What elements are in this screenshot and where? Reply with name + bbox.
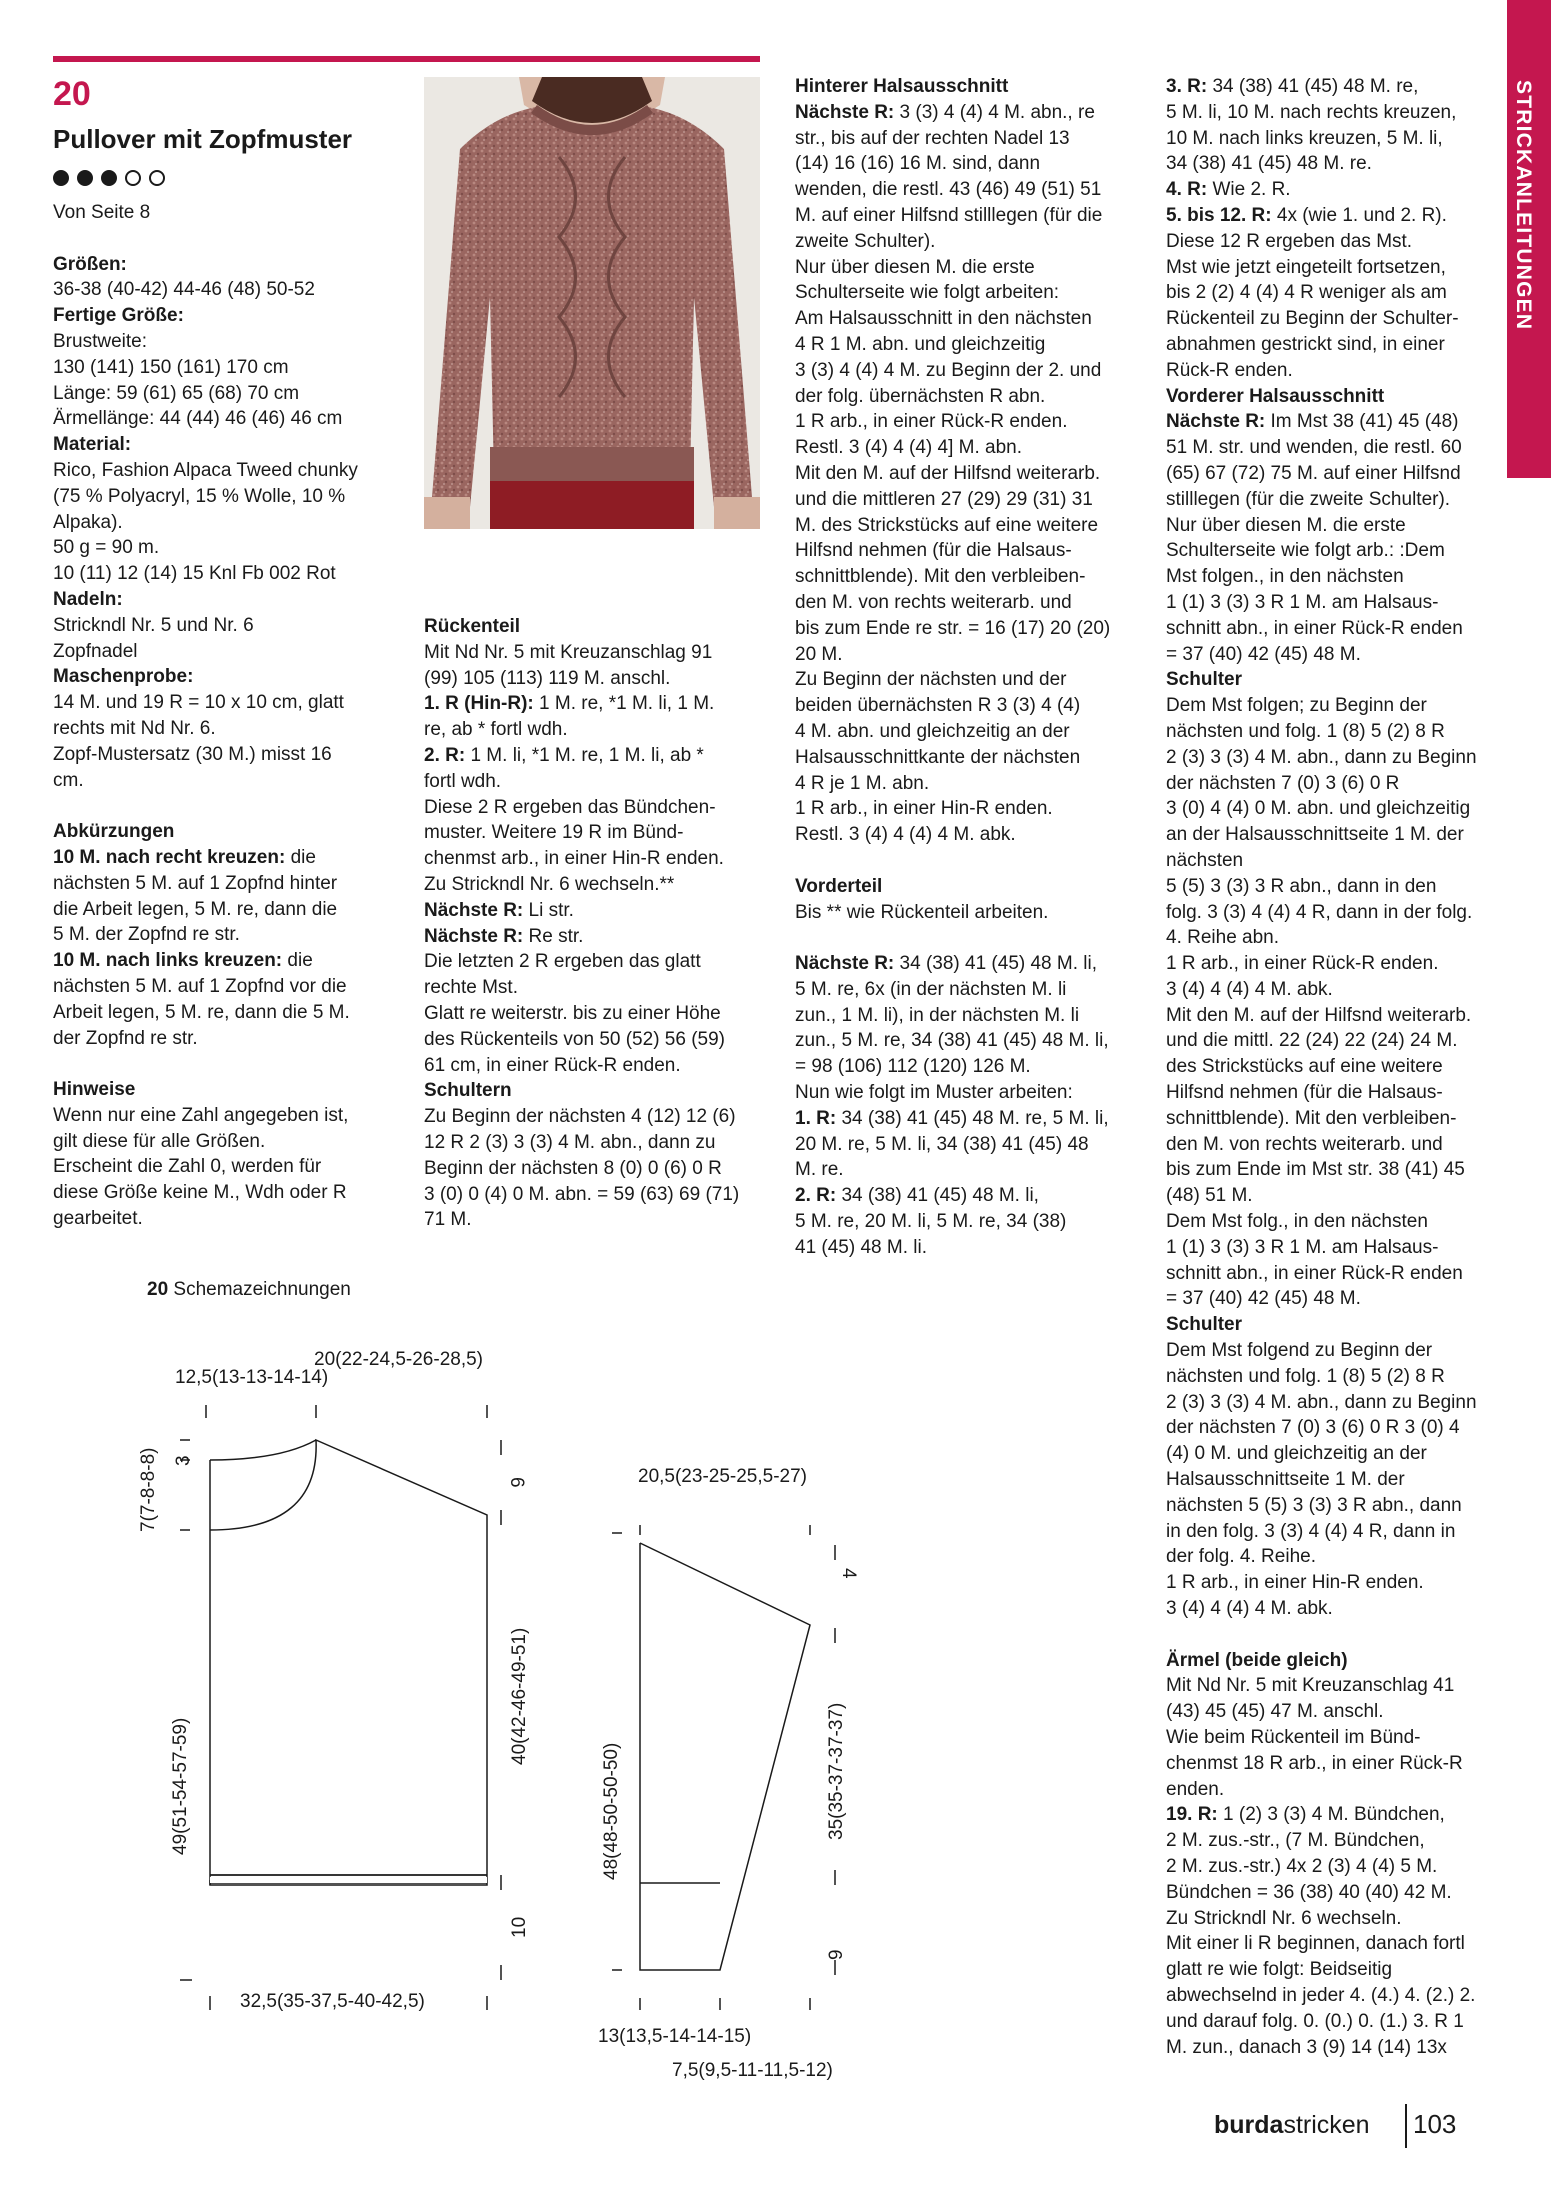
- text-line: 4. Reihe abn.: [1166, 927, 1280, 949]
- text-line: 36-38 (40-42) 44-46 (48) 50-52: [53, 279, 315, 301]
- text-line: Abkürzungen: [53, 821, 175, 843]
- text-line: 5. bis 12. R: 4x (wie 1. und 2. R).: [1166, 204, 1447, 226]
- text-line: 1 (1) 3 (3) 3 R 1 M. am Halsaus-: [1166, 591, 1439, 613]
- sleeve-side-height: 35(35-37-37-37): [826, 1702, 847, 1840]
- text-line: der Zopfnd re str.: [53, 1027, 198, 1049]
- text-line: 10 M. nach links kreuzen, 5 M. li,: [1166, 127, 1443, 149]
- text-line: 3 (3) 4 (4) 4 M. zu Beginn der 2. und: [795, 359, 1102, 381]
- text-line: der nächsten 7 (0) 3 (6) 0 R: [1166, 772, 1400, 794]
- text-line: (75 % Polyacryl, 15 % Wolle, 10 %: [53, 485, 346, 507]
- text-line: 5 M. der Zopfnd re str.: [53, 924, 240, 946]
- text-line: Zu Strickndl Nr. 6 wechseln.**: [424, 873, 675, 895]
- text-line: (65) 67 (72) 75 M. auf einer Hilfsnd: [1166, 462, 1461, 484]
- text-line: die Arbeit legen, 5 M. re, dann die: [53, 898, 338, 920]
- info-text: [53, 252, 403, 1232]
- text-line: Brustweite:: [53, 330, 147, 352]
- text-line: Material:: [53, 434, 132, 456]
- schema-title: 20 Schemazeichnungen: [147, 1279, 351, 1300]
- text-line: 20 M. re, 5 M. li, 34 (38) 41 (45) 48: [795, 1133, 1089, 1155]
- text-line: 2. R: 34 (38) 41 (45) 48 M. li,: [795, 1185, 1039, 1207]
- page-number: 103: [1413, 2109, 1457, 2139]
- text-line: 1 (1) 3 (3) 3 R 1 M. am Halsaus-: [1166, 1236, 1439, 1258]
- text-line: Nächste R: Re str.: [424, 925, 584, 947]
- sweater-photo: [424, 77, 760, 529]
- text-line: zweite Schulter).: [795, 230, 936, 252]
- text-line: zun., 1 M. li), in der nächsten M. li: [795, 1004, 1080, 1026]
- magazine-brand: burdastricken: [1214, 2111, 1370, 2139]
- text-line: Die letzten 2 R ergeben das glatt: [424, 951, 701, 973]
- paragraph-gap: [53, 793, 403, 819]
- text-line: den M. von rechts weiterarb. und: [795, 591, 1072, 613]
- text-line: M. zun., danach 3 (9) 14 (14) 13x: [1166, 2036, 1447, 2058]
- text-line: fortl wdh.: [424, 770, 502, 792]
- text-line: 4 M. abn. und gleichzeitig an der: [795, 720, 1070, 742]
- text-line: (48) 51 M.: [1166, 1185, 1253, 1207]
- paragraph-gap: [795, 848, 1145, 874]
- text-line: 2. R: 1 M. li, *1 M. re, 1 M. li, ab *: [424, 744, 704, 766]
- body-neck-width: 12,5(13-13-14-14): [175, 1367, 329, 1388]
- text-line: Größen:: [53, 253, 127, 275]
- text-line: M. auf einer Hilfsnd stilllegen (für die: [795, 204, 1103, 226]
- body-rib-height: 10: [509, 1916, 530, 1938]
- body-side-height: 40(42-46-49-51): [509, 1627, 530, 1765]
- text-line: bis zum Ende re str. = 16 (17) 20 (20): [795, 617, 1111, 639]
- text-line: Nadeln:: [53, 588, 123, 610]
- text-line: Diese 12 R ergeben das Mst.: [1166, 230, 1413, 252]
- text-line: 4 R 1 M. abn. und gleichzeitig: [795, 333, 1046, 355]
- text-line: Mst folgen., in den nächsten: [1166, 566, 1404, 588]
- text-line: Rück-R enden.: [1166, 359, 1293, 381]
- text-line: nächsten 5 (5) 3 (3) 3 R abn., dann: [1166, 1494, 1462, 1516]
- text-line: Vorderteil: [795, 875, 883, 897]
- text-line: Halsausschnittseite 1 M. der: [1166, 1469, 1405, 1491]
- text-line: 3 (4) 4 (4) 4 M. abk.: [1166, 978, 1333, 1000]
- text-line: = 37 (40) 42 (45) 48 M.: [1166, 643, 1361, 665]
- sleeve-cuff-width: 13(13,5-14-14-15): [598, 2026, 752, 2047]
- text-line: (99) 105 (113) 119 M. anschl.: [424, 667, 671, 689]
- text-line: Schulter: [1166, 1314, 1243, 1336]
- text-line: Strickndl Nr. 5 und Nr. 6: [53, 614, 254, 636]
- text-line: (43) 45 (45) 47 M. anschl.: [1166, 1701, 1384, 1723]
- sleeve-top-width: 20,5(23-25-25,5-27): [638, 1466, 807, 1487]
- text-line: 1 R arb., in einer Rück-R enden.: [795, 411, 1068, 433]
- text-line: der nächsten 7 (0) 3 (6) 0 R 3 (0) 4: [1166, 1417, 1460, 1439]
- text-line: Rückenteil zu Beginn der Schulter-: [1166, 308, 1459, 330]
- text-line: = 98 (106) 112 (120) 126 M.: [795, 1056, 1031, 1078]
- text-line: Erscheint die Zahl 0, werden für: [53, 1156, 322, 1178]
- text-line: Nächste R: Li str.: [424, 899, 574, 921]
- pattern-number: 20: [53, 75, 91, 113]
- column-info: [53, 74, 403, 1232]
- text-line: 51 M. str. und wenden, die restl. 60: [1166, 437, 1462, 459]
- text-line: des Strickstücks auf eine weitere: [1166, 1056, 1443, 1078]
- text-line: Diese 2 R ergeben das Bündchen-: [424, 796, 716, 818]
- text-line: Mit einer li R beginnen, danach fortl: [1166, 1933, 1465, 1955]
- text-line: 130 (141) 150 (161) 170 cm: [53, 356, 289, 378]
- text-line: des Rückenteils von 50 (52) 56 (59): [424, 1028, 725, 1050]
- text-line: 2 (3) 3 (3) 4 M. abn., dann zu Beginn: [1166, 746, 1477, 768]
- text-line: Zu Beginn der nächsten und der: [795, 669, 1067, 691]
- text-line: 34 (38) 41 (45) 48 M. re.: [1166, 153, 1372, 175]
- text-line: Ärmellänge: 44 (44) 46 (46) 46 cm: [53, 408, 343, 430]
- text-line: Rico, Fashion Alpaca Tweed chunky: [53, 459, 358, 481]
- text-line: 3 (0) 0 (4) 0 M. abn. = 59 (63) 69 (71): [424, 1183, 740, 1205]
- text-line: folg. 3 (3) 4 (4) 4 R, dann in der folg.: [1166, 901, 1473, 923]
- text-line: Zu Beginn der nächsten 4 (12) 12 (6): [424, 1106, 736, 1128]
- text-line: Bis ** wie Rückenteil arbeiten.: [795, 901, 1049, 923]
- text-line: cm.: [53, 769, 84, 791]
- text-line: schnitt abn., in einer Rück-R enden: [1166, 1262, 1463, 1284]
- sleeve-half-cuff: 7,5(9,5-11-11,5-12): [672, 2060, 833, 2081]
- text-line: Alpaka).: [53, 511, 123, 533]
- text-line: 10 M. nach links kreuzen: die: [53, 950, 313, 972]
- text-line: 3. R: 34 (38) 41 (45) 48 M. re,: [1166, 76, 1419, 97]
- top-accent-bar: [53, 56, 760, 62]
- text-line: M. re.: [795, 1159, 844, 1181]
- difficulty-dot-icon: [101, 170, 117, 186]
- text-line: 2 M. zus.-str., (7 M. Bündchen,: [1166, 1830, 1425, 1852]
- text-line: enden.: [1166, 1778, 1225, 1800]
- text-line: stilllegen (für die zweite Schulter).: [1166, 488, 1451, 510]
- text-line: 5 (5) 3 (3) 3 R abn., dann in den: [1166, 875, 1437, 897]
- text-line: 1 R arb., in einer Rück-R enden.: [1166, 953, 1439, 975]
- column-back: [424, 614, 764, 1233]
- text-line: Zu Strickndl Nr. 6 wechseln.: [1166, 1907, 1402, 1929]
- text-line: der folg. übernächsten R abn.: [795, 385, 1046, 407]
- text-line: abwechselnd in jeder 4. (4.) 4. (2.) 2.: [1166, 1984, 1476, 2006]
- sleeve-rib-height: 9: [826, 1949, 847, 1960]
- text-line: chenmst arb., in einer Hin-R enden.: [424, 848, 724, 870]
- text-line: = 37 (40) 42 (45) 48 M.: [1166, 1288, 1361, 1310]
- text-line: Mit den M. auf der Hilfsnd weiterarb.: [1166, 1004, 1472, 1026]
- text-line: beiden übernächsten R 3 (3) 4 (4): [795, 695, 1081, 717]
- text-line: und darauf folg. 0. (0.) 0. (1.) 3. R 1: [1166, 2010, 1464, 2032]
- difficulty-dot-icon: [149, 170, 165, 186]
- text-line: 4. R: Wie 2. R.: [1166, 179, 1291, 201]
- text-line: Nächste R: Im Mst 38 (41) 45 (48): [1166, 411, 1459, 433]
- text-line: rechte Mst.: [424, 977, 518, 999]
- pattern-title: Pullover mit Zopfmuster: [53, 124, 353, 154]
- text-line: Mit Nd Nr. 5 mit Kreuzanschlag 91: [424, 641, 713, 663]
- text-line: muster. Weitere 19 R im Bünd-: [424, 822, 684, 844]
- body-tick-marks: [180, 1405, 501, 2010]
- text-line: und die mittl. 22 (24) 22 (24) 24 M.: [1166, 1030, 1458, 1052]
- body-schematic: [210, 1440, 487, 1885]
- text-line: bis zum Ende im Mst str. 38 (41) 45: [1166, 1159, 1465, 1181]
- text-line: 5 M. re, 20 M. li, 5 M. re, 34 (38): [795, 1211, 1067, 1233]
- sleeve-total-height: 48(48-50-50-50): [601, 1742, 622, 1880]
- text-line: Dem Mst folgend zu Beginn der: [1166, 1340, 1433, 1362]
- text-line: Zopfnadel: [53, 640, 138, 662]
- text-line: Hilfsnd nehmen (für die Halsaus-: [1166, 1082, 1443, 1104]
- text-line: glatt re wie folgt: Beidseitig: [1166, 1959, 1393, 1981]
- text-line: Mit den M. auf der Hilfsnd weiterarb.: [795, 462, 1101, 484]
- text-line: Maschenprobe:: [53, 666, 194, 688]
- text-line: an der Halsausschnittseite 1 M. der: [1166, 824, 1464, 846]
- text-line: re, ab * fortl wdh.: [424, 719, 568, 741]
- text-line: rechts mit Nd Nr. 6.: [53, 717, 216, 739]
- sleeve-tick-marks: [612, 1525, 835, 2010]
- text-line: Am Halsausschnitt in den nächsten: [795, 308, 1092, 330]
- text-line: Schultern: [424, 1080, 512, 1102]
- text-line: nächsten und folg. 1 (8) 5 (2) 8 R: [1166, 720, 1445, 742]
- text-line: Länge: 59 (61) 65 (68) 70 cm: [53, 382, 300, 404]
- text-line: Beginn der nächsten 8 (0) 0 (6) 0 R: [424, 1157, 722, 1179]
- body-shoulder-drop: 6: [506, 1477, 527, 1488]
- text-line: Dem Mst folgen; zu Beginn der: [1166, 695, 1427, 717]
- difficulty-dot-icon: [53, 170, 69, 186]
- text-line: Zopf-Mustersatz (30 M.) misst 16: [53, 743, 332, 765]
- text-line: bis 2 (2) 4 (4) 4 R weniger als am: [1166, 282, 1447, 304]
- text-line: Mst wie jetzt eingeteilt fortsetzen,: [1166, 256, 1446, 278]
- paragraph-gap: [795, 925, 1145, 951]
- text-line: nächsten 5 M. auf 1 Zopfnd vor die: [53, 975, 347, 997]
- text-line: 14 M. und 19 R = 10 x 10 cm, glatt: [53, 692, 344, 714]
- text-line: 2 M. zus.-str.) 4x 2 (3) 4 (4) 5 M.: [1166, 1855, 1438, 1877]
- text-line: Nun wie folgt im Muster arbeiten:: [795, 1082, 1073, 1104]
- text-line: Schulter: [1166, 669, 1243, 691]
- text-line: Hinweise: [53, 1079, 136, 1101]
- text-line: 3 (0) 4 (4) 0 M. abn. und gleichzeitig: [1166, 798, 1471, 820]
- sleeve-schematic: [640, 1543, 810, 1970]
- body-rib-line: [210, 1875, 487, 1880]
- text-line: 1 R arb., in einer Hin-R enden.: [795, 798, 1053, 820]
- section-tab-label: STRICKANLEITUNGEN: [1512, 80, 1535, 331]
- text-line: Vorderer Halsausschnitt: [1166, 385, 1385, 407]
- text-line: 19. R: 1 (2) 3 (3) 4 M. Bündchen,: [1166, 1804, 1445, 1826]
- text-line: M. des Strickstücks auf eine weitere: [795, 514, 1099, 536]
- text-line: 71 M.: [424, 1209, 472, 1231]
- text-line: Restl. 3 (4) 4 (4) 4] M. abn.: [795, 437, 1023, 459]
- paragraph-gap: [1166, 1622, 1516, 1648]
- text-line: wenden, die restl. 43 (46) 49 (51) 51: [795, 179, 1102, 201]
- text-line: abnahmen gestrickt sind, in einer: [1166, 333, 1445, 355]
- text-line: 1. R (Hin-R): 1 M. re, *1 M. li, 1 M.: [424, 693, 715, 715]
- text-line: 61 cm, in einer Rück-R enden.: [424, 1054, 681, 1076]
- text-line: Arbeit legen, 5 M. re, dann die 5 M.: [53, 1001, 350, 1023]
- text-line: zun., 5 M. re, 34 (38) 41 (45) 48 M. li,: [795, 1030, 1109, 1052]
- text-line: Nächste R: 3 (3) 4 (4) 4 M. abn., re: [795, 101, 1095, 123]
- text-line: Glatt re weiterstr. bis zu einer Höhe: [424, 1002, 721, 1024]
- text-line: 1. R: 34 (38) 41 (45) 48 M. re, 5 M. li,: [795, 1107, 1109, 1129]
- text-line: diese Größe keine M., Wdh oder R: [53, 1182, 347, 1204]
- text-line: Mit Nd Nr. 5 mit Kreuzanschlag 41: [1166, 1675, 1455, 1697]
- schematic-drawings: [120, 1310, 880, 2090]
- body-bottom-width: 32,5(35-37,5-40-42,5): [240, 1991, 425, 2012]
- body-top-width: 20(22-24,5-26-28,5): [314, 1349, 483, 1370]
- text-line: chenmst 18 R arb., in einer Rück-R: [1166, 1752, 1463, 1774]
- text-line: nächsten: [1166, 849, 1244, 871]
- text-line: 50 g = 90 m.: [53, 537, 160, 559]
- text-line: Nur über diesen M. die erste: [795, 256, 1035, 278]
- text-line: Restl. 3 (4) 4 (4) 4 M. abk.: [795, 824, 1016, 846]
- difficulty-rating: [53, 170, 403, 186]
- text-line: Fertige Größe:: [53, 305, 184, 327]
- text-line: Hinterer Halsausschnitt: [795, 76, 1009, 97]
- text-line: Hilfsnd nehmen (für die Halsaus-: [795, 540, 1072, 562]
- text-line: nächsten 5 M. auf 1 Zopfnd hinter: [53, 872, 338, 894]
- text-line: str., bis auf der rechten Nadel 13: [795, 127, 1070, 149]
- text-line: den M. von rechts weiterarb. und: [1166, 1133, 1443, 1155]
- difficulty-dot-icon: [125, 170, 141, 186]
- text-line: Ärmel (beide gleich): [1166, 1649, 1348, 1671]
- page-reference: Von Seite 8: [53, 202, 151, 223]
- column-neckline-front: [795, 74, 1145, 1261]
- text-line: gearbeitet.: [53, 1208, 143, 1230]
- body-neck-back: 3: [173, 1455, 194, 1466]
- text-line: Wenn nur eine Zahl angegeben ist,: [53, 1104, 349, 1126]
- text-line: Schulterseite wie folgt arb.: :Dem: [1166, 540, 1445, 562]
- text-line: schnittblende). Mit den verbleiben-: [795, 566, 1086, 588]
- text-line: Wie beim Rückenteil im Bünd-: [1166, 1727, 1421, 1748]
- sleeve-top-slope: 4: [838, 1568, 859, 1579]
- text-line: Dem Mst folg., in den nächsten: [1166, 1211, 1428, 1233]
- text-line: 2 (3) 3 (3) 4 M. abn., dann zu Beginn: [1166, 1391, 1477, 1413]
- text-line: Schulterseite wie folgt arbeiten:: [795, 282, 1060, 304]
- text-line: (4) 0 M. und gleichzeitig an der: [1166, 1443, 1427, 1465]
- text-line: 10 (11) 12 (14) 15 Knl Fb 002 Rot: [53, 563, 336, 585]
- body-neck-depth: 7(7-8-8-8): [138, 1447, 159, 1532]
- paragraph-gap: [53, 1051, 403, 1077]
- column-front-sleeve: [1166, 74, 1516, 2060]
- text-line: 41 (45) 48 M. li.: [795, 1236, 927, 1258]
- text-line: und die mittleren 27 (29) 29 (31) 31: [795, 488, 1093, 510]
- footer-divider: [1405, 2104, 1407, 2148]
- difficulty-dot-icon: [77, 170, 93, 186]
- text-line: Rückenteil: [424, 616, 521, 637]
- text-line: 4 R je 1 M. abn.: [795, 772, 930, 794]
- text-line: Nur über diesen M. die erste: [1166, 514, 1406, 536]
- text-line: Nächste R: 34 (38) 41 (45) 48 M. li,: [795, 953, 1098, 975]
- text-line: in den folg. 3 (3) 4 (4) 4 R, dann in: [1166, 1520, 1456, 1542]
- text-line: schnitt abn., in einer Rück-R enden: [1166, 617, 1463, 639]
- text-line: gilt diese für alle Größen.: [53, 1130, 266, 1152]
- text-line: 5 M. re, 6x (in der nächsten M. li: [795, 978, 1067, 1000]
- text-line: nächsten und folg. 1 (8) 5 (2) 8 R: [1166, 1365, 1445, 1387]
- body-total-height: 49(51-54-57-59): [170, 1717, 191, 1855]
- text-line: 10 M. nach recht kreuzen: die: [53, 846, 316, 868]
- text-line: 5 M. li, 10 M. nach rechts kreuzen,: [1166, 101, 1457, 123]
- text-line: 12 R 2 (3) 3 (3) 4 M. abn., dann zu: [424, 1131, 716, 1153]
- text-line: der folg. 4. Reihe.: [1166, 1546, 1316, 1568]
- text-line: 3 (4) 4 (4) 4 M. abk.: [1166, 1598, 1333, 1620]
- text-line: 1 R arb., in einer Hin-R enden.: [1166, 1572, 1424, 1594]
- text-line: schnittblende). Mit den verbleiben-: [1166, 1107, 1457, 1129]
- text-line: (14) 16 (16) 16 M. sind, dann: [795, 153, 1041, 175]
- text-line: Halsausschnittkante der nächsten: [795, 746, 1081, 768]
- text-line: 20 M.: [795, 643, 843, 665]
- text-line: Bündchen = 36 (38) 40 (40) 42 M.: [1166, 1881, 1452, 1903]
